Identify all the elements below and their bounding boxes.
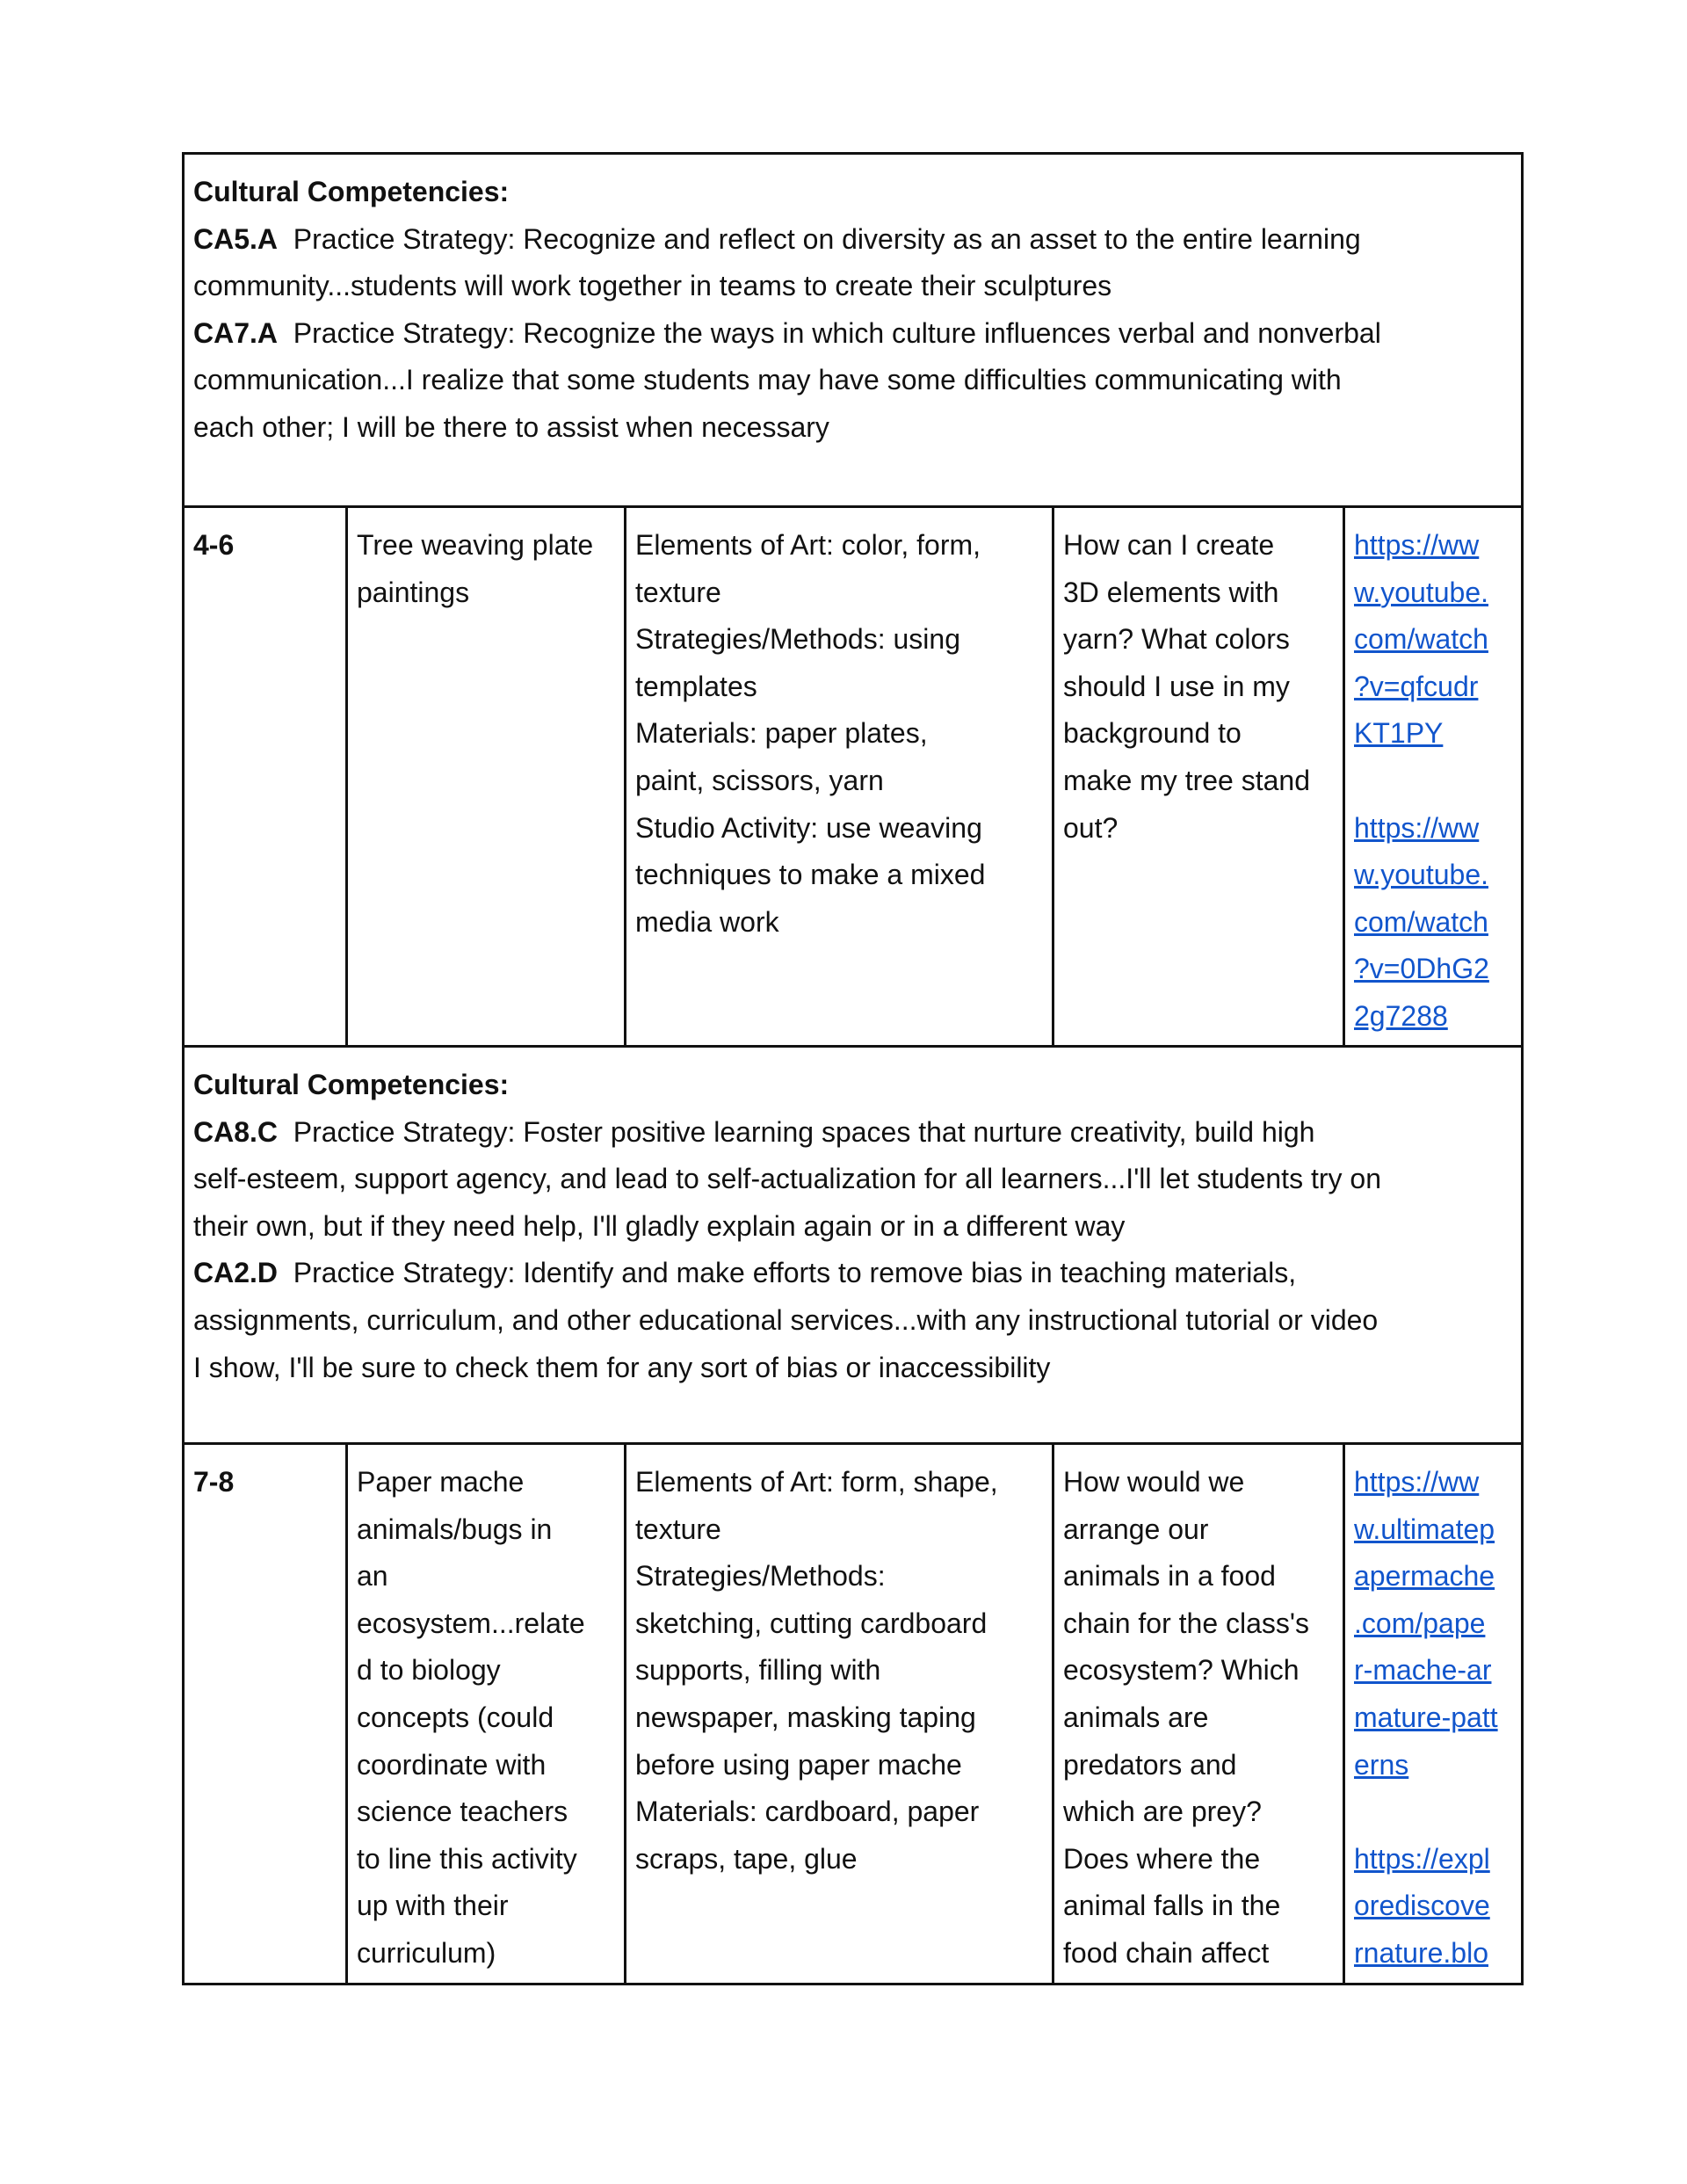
- question-line: arrange our: [1063, 1513, 1209, 1545]
- questions-cell: [1053, 507, 1344, 1047]
- activity-line: Tree weaving plate: [357, 529, 594, 561]
- competency-line: [193, 1297, 1512, 1345]
- resource-link[interactable]: https://expl: [1354, 1842, 1490, 1875]
- activity-line: curriculum): [357, 1936, 496, 1969]
- competency-text: Practice Strategy: Foster positive learning spaces that nurture creativity, build high: [293, 1115, 1315, 1148]
- competency-code: CA2.D: [193, 1257, 279, 1289]
- table-row: [184, 1444, 1523, 1984]
- table-row: [184, 507, 1523, 1047]
- links-cell: [1344, 1444, 1523, 1984]
- activity-line: animals/bugs in: [357, 1513, 553, 1545]
- activity-line: d to biology: [357, 1654, 501, 1687]
- competency-text: I show, I'll be sure to check them for any sort of bias or inaccessibility: [193, 1351, 1051, 1383]
- question-line: animals in a food: [1063, 1560, 1276, 1593]
- activity-line: an: [357, 1560, 388, 1593]
- elements-cell: [626, 507, 1053, 1047]
- question-line: yarn? What colors: [1063, 623, 1290, 656]
- resource-link[interactable]: https://ww: [1354, 529, 1480, 561]
- grade-level: 7-8: [193, 1466, 235, 1498]
- question-line: How would we: [1063, 1466, 1245, 1498]
- competency-text: each other; I will be there to assist when necessary: [193, 410, 829, 443]
- question-line: Does where the: [1063, 1842, 1261, 1875]
- resource-link[interactable]: ?v=qfcudr: [1354, 670, 1479, 702]
- question-line: chain for the class's: [1063, 1607, 1310, 1639]
- resource-link[interactable]: com/watch: [1354, 623, 1488, 656]
- resource-link[interactable]: w.youtube.: [1354, 576, 1488, 608]
- activity-line: to line this activity: [357, 1842, 577, 1875]
- question-line: make my tree stand: [1063, 764, 1310, 796]
- question-line: 3D elements with: [1063, 576, 1279, 608]
- competency-heading: Cultural Competencies:: [193, 176, 510, 207]
- competency-text: community...students will work together in teams to create their sculptures: [193, 270, 1112, 302]
- question-line: ecosystem? Which: [1063, 1654, 1300, 1687]
- elements-line: Strategies/Methods:: [635, 1560, 886, 1593]
- elements-cell: [626, 1444, 1053, 1984]
- competency-code: CA7.A: [193, 316, 279, 349]
- questions-cell: [1053, 1444, 1344, 1984]
- competency-line: [193, 1250, 1512, 1297]
- elements-line: templates: [635, 670, 757, 702]
- elements-line: Strategies/Methods: using: [635, 623, 960, 656]
- resource-link[interactable]: w.youtube.: [1354, 859, 1488, 891]
- resource-link[interactable]: ?v=0DhG2: [1354, 953, 1489, 985]
- competency-code: CA8.C: [193, 1115, 279, 1148]
- elements-line: texture: [635, 576, 721, 608]
- elements-line: before using paper mache: [635, 1748, 962, 1781]
- activity-line: coordinate with: [357, 1748, 547, 1781]
- elements-line: Elements of Art: form, shape,: [635, 1466, 998, 1498]
- competency-text: self-esteem, support agency, and lead to self-actualization for all learners...I'll let students try on: [193, 1163, 1381, 1195]
- resource-link[interactable]: r-mache-ar: [1354, 1654, 1492, 1687]
- competency-line: [193, 216, 1512, 264]
- competency-code: CA5.A: [193, 222, 279, 255]
- activity-line: ecosystem...relate: [357, 1607, 585, 1639]
- grade-cell: [184, 507, 347, 1047]
- competency-text: Practice Strategy: Recognize and reflect on diversity as an asset to the entire learning: [293, 222, 1361, 255]
- activity-cell: [347, 1444, 626, 1984]
- question-line: food chain affect: [1063, 1936, 1270, 1969]
- activity-line: concepts (could: [357, 1701, 554, 1733]
- elements-line: Materials: paper plates,: [635, 717, 928, 750]
- activity-line: paintings: [357, 576, 470, 608]
- resource-link[interactable]: rnature.blo: [1354, 1936, 1488, 1969]
- competency-line: [193, 357, 1512, 404]
- question-line: which are prey?: [1063, 1796, 1262, 1828]
- competency-text: Practice Strategy: Identify and make efforts to remove bias in teaching materials,: [293, 1257, 1297, 1289]
- elements-line: supports, filling with: [635, 1654, 881, 1687]
- competency-line: [193, 310, 1512, 358]
- resource-link[interactable]: mature-patt: [1354, 1701, 1498, 1733]
- question-line: How can I create: [1063, 529, 1275, 561]
- grade-cell: [184, 1444, 347, 1984]
- elements-line: scraps, tape, glue: [635, 1842, 858, 1875]
- competency-line: [193, 1156, 1512, 1203]
- competency-text: Practice Strategy: Recognize the ways in which culture influences verbal and nonverbal: [293, 316, 1381, 349]
- resource-link[interactable]: com/watch: [1354, 905, 1488, 938]
- competency-line: [193, 263, 1512, 310]
- question-line: animal falls in the: [1063, 1890, 1281, 1922]
- resource-link[interactable]: https://ww: [1354, 1466, 1480, 1498]
- elements-line: Materials: cardboard, paper: [635, 1796, 980, 1828]
- elements-line: newspaper, masking taping: [635, 1701, 976, 1733]
- resource-link[interactable]: https://ww: [1354, 811, 1480, 844]
- resource-link[interactable]: KT1PY: [1354, 717, 1444, 750]
- elements-line: sketching, cutting cardboard: [635, 1607, 988, 1639]
- competency-text: assignments, curriculum, and other educational services...with any instructional tutorial or video: [193, 1303, 1379, 1336]
- elements-line: media work: [635, 905, 779, 938]
- competency-heading: Cultural Competencies:: [193, 1069, 510, 1100]
- resource-link[interactable]: orediscove: [1354, 1890, 1490, 1922]
- resource-link[interactable]: apermache: [1354, 1560, 1495, 1593]
- question-line: animals are: [1063, 1701, 1209, 1733]
- question-line: out?: [1063, 811, 1119, 844]
- resource-link[interactable]: erns: [1354, 1748, 1409, 1781]
- question-line: should I use in my: [1063, 670, 1290, 702]
- competency-cell: [184, 154, 1523, 507]
- elements-line: paint, scissors, yarn: [635, 764, 884, 796]
- resource-link[interactable]: 2g7288: [1354, 999, 1448, 1032]
- link-spacer: [1354, 758, 1512, 805]
- competency-row: [184, 154, 1523, 507]
- activity-line: up with their: [357, 1890, 509, 1922]
- competency-text: communication...I realize that some students may have some difficulties communicating with: [193, 364, 1342, 396]
- link-spacer: [1354, 1789, 1512, 1836]
- elements-line: techniques to make a mixed: [635, 859, 986, 891]
- competency-line: [193, 1345, 1512, 1392]
- activity-line: science teachers: [357, 1796, 568, 1828]
- elements-line: texture: [635, 1513, 721, 1545]
- competency-text: their own, but if they need help, I'll gladly explain again or in a different way: [193, 1209, 1126, 1242]
- grade-level: 4-6: [193, 529, 235, 561]
- question-line: background to: [1063, 717, 1242, 750]
- competency-line: [193, 1109, 1512, 1157]
- competency-line: [193, 1203, 1512, 1251]
- elements-line: Studio Activity: use weaving: [635, 811, 982, 844]
- question-line: predators and: [1063, 1748, 1237, 1781]
- activity-line: Paper mache: [357, 1466, 525, 1498]
- links-cell: [1344, 507, 1523, 1047]
- activity-cell: [347, 507, 626, 1047]
- lesson-plan-table: [182, 152, 1524, 1985]
- competency-line: [193, 404, 1512, 452]
- resource-link[interactable]: w.ultimatep: [1354, 1513, 1495, 1545]
- competency-row: [184, 1047, 1523, 1444]
- competency-cell: [184, 1047, 1523, 1444]
- resource-link[interactable]: .com/pape: [1354, 1607, 1486, 1639]
- elements-line: Elements of Art: color, form,: [635, 529, 981, 561]
